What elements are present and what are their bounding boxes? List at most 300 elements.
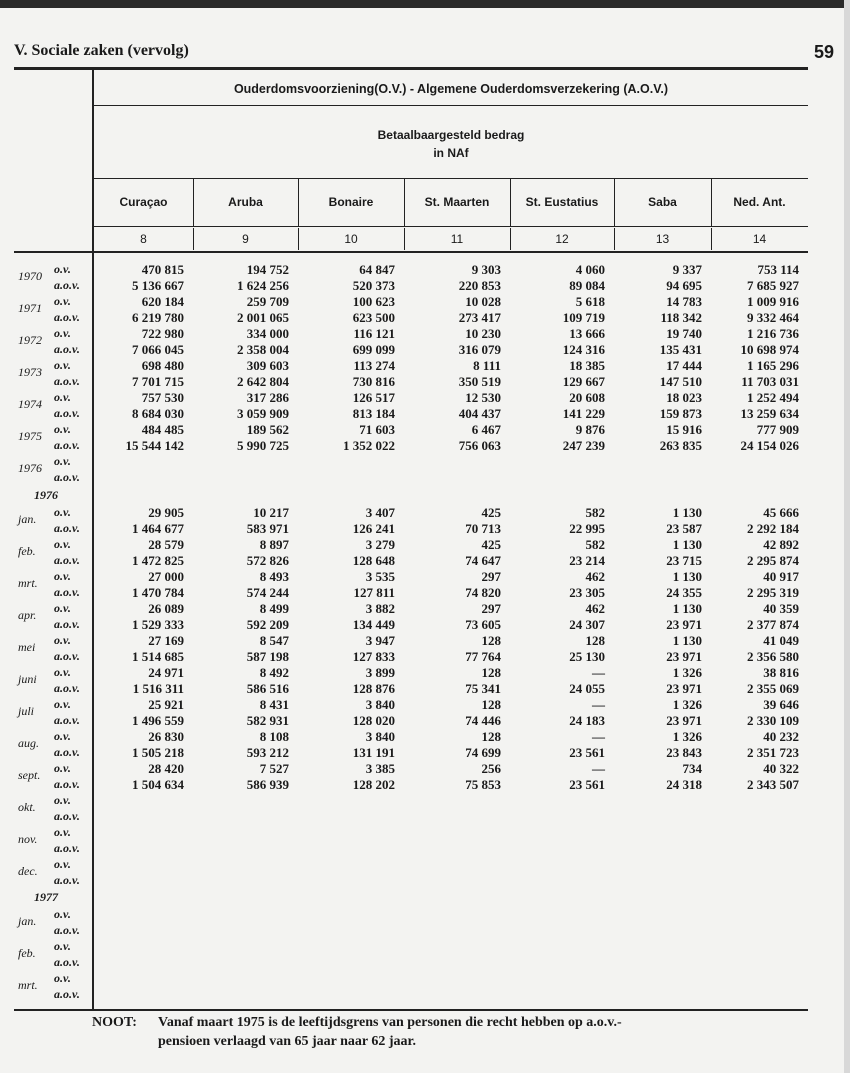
table-cell: 15 916 bbox=[666, 422, 702, 437]
row-label: 1971 bbox=[18, 301, 42, 315]
table-cell: 8 547 bbox=[259, 633, 289, 648]
row-type: o.v. bbox=[54, 262, 71, 276]
table-cell: 350 519 bbox=[458, 374, 501, 389]
table-cell: 64 847 bbox=[359, 262, 395, 277]
row-type: o.v. bbox=[54, 939, 71, 953]
table-cell: 127 811 bbox=[353, 585, 395, 600]
table-cell: 4 060 bbox=[575, 262, 605, 277]
row-label: 1974 bbox=[18, 397, 42, 411]
table-cell: 574 244 bbox=[246, 585, 289, 600]
row-label: 1970 bbox=[18, 269, 42, 283]
table-cell: 40 917 bbox=[763, 569, 799, 584]
row-type: a.o.v. bbox=[54, 987, 80, 1001]
table-cell: 25 130 bbox=[569, 649, 605, 664]
table-cell: 520 373 bbox=[352, 278, 395, 293]
table-cell: 593 212 bbox=[246, 745, 289, 760]
table-cell: 734 bbox=[682, 761, 702, 776]
table-cell: 2 295 319 bbox=[747, 585, 799, 600]
table-cell: 128 648 bbox=[352, 553, 395, 568]
row-type: o.v. bbox=[54, 505, 71, 519]
note-line-1: Vanaf maart 1975 is de leeftijdsgrens van personen die recht hebben op a.o.v.- bbox=[158, 1015, 622, 1030]
table-cell: 8 493 bbox=[259, 569, 289, 584]
table-cell: 2 330 109 bbox=[747, 713, 799, 728]
table-cell: 128 bbox=[585, 633, 605, 648]
row-label: 1972 bbox=[18, 333, 42, 347]
table-cell: 1 529 333 bbox=[132, 617, 184, 632]
row-label: sept. bbox=[18, 768, 41, 782]
table-cell: 89 084 bbox=[569, 278, 605, 293]
table-cell: 1 130 bbox=[672, 601, 702, 616]
table-cell: 128 bbox=[481, 665, 501, 680]
row-type: a.o.v. bbox=[54, 955, 80, 969]
row-type: a.o.v. bbox=[54, 809, 80, 823]
row-type: a.o.v. bbox=[54, 406, 80, 420]
table-cell: 23 971 bbox=[666, 681, 702, 696]
column-header: Bonaire bbox=[328, 195, 374, 209]
table-cell: 698 480 bbox=[141, 358, 184, 373]
table-cell: 18 023 bbox=[666, 390, 702, 405]
section-heading: V. Sociale zaken (vervolg) bbox=[14, 42, 189, 59]
row-type: a.o.v. bbox=[54, 777, 80, 791]
table-cell: 425 bbox=[481, 537, 501, 552]
table-cell: 583 971 bbox=[246, 521, 289, 536]
row-type: o.v. bbox=[54, 729, 71, 743]
table-cell: 470 815 bbox=[141, 262, 184, 277]
table-cell: 70 713 bbox=[465, 521, 501, 536]
row-type: a.o.v. bbox=[54, 745, 80, 759]
table-cell: 113 274 bbox=[353, 358, 395, 373]
table-cell: 10 698 974 bbox=[740, 342, 799, 357]
row-type: a.o.v. bbox=[54, 342, 80, 356]
row-label: 1976 bbox=[18, 461, 42, 475]
row-type: o.v. bbox=[54, 857, 71, 871]
table-cell: 159 873 bbox=[659, 406, 702, 421]
row-label: juni bbox=[18, 672, 37, 686]
table-cell: 38 816 bbox=[763, 665, 799, 680]
row-label: mei bbox=[18, 640, 36, 654]
table-cell: 3 947 bbox=[365, 633, 395, 648]
table-cell: 116 121 bbox=[353, 326, 395, 341]
table-cell: 256 bbox=[481, 761, 501, 776]
table-cell: 3 535 bbox=[365, 569, 395, 584]
table-cell: 17 444 bbox=[666, 358, 702, 373]
table-cell: 273 417 bbox=[458, 310, 501, 325]
table-cell: 40 232 bbox=[763, 729, 799, 744]
table-cell: 1 165 296 bbox=[747, 358, 799, 373]
table-cell: 28 420 bbox=[148, 761, 184, 776]
table-cell: 23 971 bbox=[666, 617, 702, 632]
table-cell: 14 783 bbox=[666, 294, 702, 309]
table-cell: 1 624 256 bbox=[237, 278, 289, 293]
table-cell: 3 407 bbox=[365, 505, 395, 520]
column-number: 13 bbox=[655, 232, 670, 246]
table-cell: — bbox=[592, 665, 605, 680]
table-cell: 118 342 bbox=[660, 310, 702, 325]
table-cell: 77 764 bbox=[465, 649, 501, 664]
table-cell: 22 995 bbox=[569, 521, 605, 536]
row-type: o.v. bbox=[54, 971, 71, 985]
column-header: Curaçao bbox=[119, 195, 168, 209]
table-cell: 2 358 004 bbox=[237, 342, 289, 357]
table-cell: 75 341 bbox=[465, 681, 501, 696]
row-label: 1975 bbox=[18, 429, 42, 443]
table-cell: 1 216 736 bbox=[747, 326, 799, 341]
table-cell: 23 715 bbox=[666, 553, 702, 568]
column-number: 12 bbox=[555, 232, 569, 246]
table-cell: 128 876 bbox=[352, 681, 395, 696]
table-cell: 10 217 bbox=[253, 505, 289, 520]
table-cell: 297 bbox=[481, 569, 501, 584]
row-type: a.o.v. bbox=[54, 873, 80, 887]
table-cell: 25 921 bbox=[148, 697, 184, 712]
note-label: NOOT: bbox=[92, 1015, 137, 1030]
table-cell: 94 695 bbox=[666, 278, 702, 293]
table-cell: 74 699 bbox=[465, 745, 501, 760]
table-cell: 29 905 bbox=[148, 505, 184, 520]
table-cell: 23 561 bbox=[569, 777, 605, 792]
table-cell: 5 990 725 bbox=[237, 438, 289, 453]
table-cell: 6 467 bbox=[471, 422, 501, 437]
row-type: a.o.v. bbox=[54, 374, 80, 388]
row-type: o.v. bbox=[54, 697, 71, 711]
table-cell: 586 939 bbox=[246, 777, 289, 792]
table-cell: 124 316 bbox=[562, 342, 605, 357]
row-type: o.v. bbox=[54, 390, 71, 404]
table-cell: 189 562 bbox=[246, 422, 289, 437]
column-number: 8 bbox=[140, 232, 147, 246]
table-title: Ouderdomsvoorziening(O.V.) - Algemene Ouderdomsverzekering (A.O.V.) bbox=[233, 82, 669, 96]
row-type: o.v. bbox=[54, 907, 71, 921]
table-cell: 27 000 bbox=[148, 569, 184, 584]
table-cell: 2 292 184 bbox=[747, 521, 799, 536]
table-cell: 1 130 bbox=[672, 569, 702, 584]
row-label: jan. bbox=[18, 914, 37, 928]
table-cell: 2 351 723 bbox=[747, 745, 799, 760]
table-cell: 582 931 bbox=[246, 713, 289, 728]
table-cell: 699 099 bbox=[352, 342, 395, 357]
table-cell: 425 bbox=[481, 505, 501, 520]
table-cell: 3 059 909 bbox=[237, 406, 289, 421]
table-cell: 2 001 065 bbox=[237, 310, 289, 325]
table-cell: 259 709 bbox=[246, 294, 289, 309]
table-cell: 8 492 bbox=[259, 665, 289, 680]
row-type: o.v. bbox=[54, 793, 71, 807]
column-header: St. Eustatius bbox=[525, 195, 599, 209]
table-cell: 23 587 bbox=[666, 521, 702, 536]
table-cell: 1 326 bbox=[672, 697, 702, 712]
table-cell: 3 899 bbox=[365, 665, 395, 680]
scan-edge bbox=[0, 0, 850, 8]
row-label: jan. bbox=[18, 512, 37, 526]
table-cell: 5 136 667 bbox=[132, 278, 184, 293]
table-cell: 74 647 bbox=[465, 553, 501, 568]
column-number: 14 bbox=[752, 232, 767, 246]
table-cell: 18 385 bbox=[569, 358, 605, 373]
row-type: o.v. bbox=[54, 761, 71, 775]
row-label: 1973 bbox=[18, 365, 42, 379]
table-cell: 8 431 bbox=[259, 697, 289, 712]
table-cell: 23 843 bbox=[666, 745, 702, 760]
table-cell: 1 326 bbox=[672, 729, 702, 744]
table-cell: 582 bbox=[585, 537, 605, 552]
row-label: dec. bbox=[18, 864, 38, 878]
row-type: o.v. bbox=[54, 326, 71, 340]
table-cell: 2 377 874 bbox=[747, 617, 799, 632]
row-type: a.o.v. bbox=[54, 841, 80, 855]
table-cell: 128 202 bbox=[352, 777, 395, 792]
table-cell: 309 603 bbox=[246, 358, 289, 373]
table-cell: 135 431 bbox=[659, 342, 702, 357]
row-type: o.v. bbox=[54, 294, 71, 308]
table-cell: 8 897 bbox=[259, 537, 289, 552]
table-cell: 1 130 bbox=[672, 537, 702, 552]
table-cell: 9 303 bbox=[471, 262, 501, 277]
table-cell: 127 833 bbox=[352, 649, 395, 664]
row-label: mrt. bbox=[18, 576, 38, 590]
row-type: a.o.v. bbox=[54, 470, 80, 484]
table-cell: 27 169 bbox=[148, 633, 184, 648]
column-header: Ned. Ant. bbox=[733, 195, 786, 209]
rule bbox=[94, 105, 808, 106]
table-cell: 2 356 580 bbox=[747, 649, 799, 664]
table-cell: 15 544 142 bbox=[125, 438, 184, 453]
table-cell: 24 355 bbox=[666, 585, 702, 600]
row-type: a.o.v. bbox=[54, 713, 80, 727]
table-cell: 24 307 bbox=[569, 617, 605, 632]
row-type: o.v. bbox=[54, 665, 71, 679]
table-cell: 334 000 bbox=[246, 326, 289, 341]
table-cell: 42 892 bbox=[763, 537, 799, 552]
table-cell: — bbox=[592, 729, 605, 744]
row-type: o.v. bbox=[54, 454, 71, 468]
row-type: a.o.v. bbox=[54, 585, 80, 599]
table-cell: 3 840 bbox=[365, 697, 395, 712]
table-cell: 23 305 bbox=[569, 585, 605, 600]
table-cell: 1 472 825 bbox=[132, 553, 184, 568]
table-cell: 484 485 bbox=[141, 422, 184, 437]
table-cell: 1 130 bbox=[672, 505, 702, 520]
row-label: juli bbox=[18, 704, 35, 718]
table-cell: 1 470 784 bbox=[132, 585, 184, 600]
table-cell: 24 055 bbox=[569, 681, 605, 696]
row-type: a.o.v. bbox=[54, 681, 80, 695]
table-cell: 19 740 bbox=[666, 326, 702, 341]
table-cell: 586 516 bbox=[246, 681, 289, 696]
table-cell: 1 496 559 bbox=[132, 713, 184, 728]
table-cell: — bbox=[592, 697, 605, 712]
column-header: Aruba bbox=[228, 195, 263, 209]
table-cell: — bbox=[592, 761, 605, 776]
table-cell: 462 bbox=[585, 569, 605, 584]
table-cell: 2 355 069 bbox=[747, 681, 799, 696]
header-bottom-rule bbox=[14, 251, 808, 253]
table-cell: 10 028 bbox=[465, 294, 501, 309]
row-type: o.v. bbox=[54, 422, 71, 436]
table-cell: 23 971 bbox=[666, 713, 702, 728]
table-cell: 404 437 bbox=[458, 406, 501, 421]
table-cell: 263 835 bbox=[659, 438, 702, 453]
table-cell: 26 089 bbox=[148, 601, 184, 616]
table-cell: 623 500 bbox=[352, 310, 395, 325]
row-type: o.v. bbox=[54, 633, 71, 647]
table-cell: 7 701 715 bbox=[132, 374, 184, 389]
table-cell: 757 530 bbox=[141, 390, 184, 405]
header-rule bbox=[14, 67, 808, 70]
table-cell: 572 826 bbox=[246, 553, 289, 568]
row-label: feb. bbox=[18, 544, 36, 558]
table-cell: 128 bbox=[481, 633, 501, 648]
column-number: 10 bbox=[344, 232, 358, 246]
year-heading: 1977 bbox=[34, 890, 58, 904]
table-cell: 194 752 bbox=[246, 262, 289, 277]
row-type: o.v. bbox=[54, 825, 71, 839]
row-type: o.v. bbox=[54, 569, 71, 583]
column-header: Saba bbox=[648, 195, 677, 209]
table-cell: 813 184 bbox=[352, 406, 395, 421]
table-cell: 6 219 780 bbox=[132, 310, 184, 325]
table-cell: 71 603 bbox=[359, 422, 395, 437]
table-cell: 74 446 bbox=[465, 713, 501, 728]
table-cell: 7 527 bbox=[259, 761, 289, 776]
table-cell: 39 646 bbox=[763, 697, 799, 712]
table-subtitle: Betaalbaargesteld bedrag bbox=[377, 128, 525, 142]
rule bbox=[94, 178, 808, 179]
row-label: okt. bbox=[18, 800, 36, 814]
table-cell: 620 184 bbox=[141, 294, 184, 309]
table-cell: 23 971 bbox=[666, 649, 702, 664]
table-cell: 462 bbox=[585, 601, 605, 616]
table-cell: 23 561 bbox=[569, 745, 605, 760]
table-cell: 756 063 bbox=[458, 438, 501, 453]
table-cell: 109 719 bbox=[562, 310, 605, 325]
table-cell: 5 618 bbox=[575, 294, 605, 309]
table-cell: 24 154 026 bbox=[740, 438, 799, 453]
table-cell: 129 667 bbox=[562, 374, 605, 389]
table-cell: 8 108 bbox=[259, 729, 289, 744]
row-type: o.v. bbox=[54, 537, 71, 551]
table-cell: 8 111 bbox=[473, 358, 501, 373]
stub-divider bbox=[92, 70, 94, 1010]
note-line-2: pensioen verlaagd van 65 jaar naar 62 jaar. bbox=[158, 1034, 416, 1049]
table-cell: 297 bbox=[481, 601, 501, 616]
table-cell: 3 882 bbox=[365, 601, 395, 616]
table-cell: 126 517 bbox=[352, 390, 395, 405]
table-cell: 1 130 bbox=[672, 633, 702, 648]
table-cell: 587 198 bbox=[246, 649, 289, 664]
table-cell: 722 980 bbox=[141, 326, 184, 341]
table-cell: 2 343 507 bbox=[747, 777, 799, 792]
table-cell: 1 516 311 bbox=[132, 681, 184, 696]
table-cell: 40 322 bbox=[763, 761, 799, 776]
row-type: o.v. bbox=[54, 358, 71, 372]
row-label: mrt. bbox=[18, 978, 38, 992]
table-cell: 247 239 bbox=[562, 438, 605, 453]
table-cell: 41 049 bbox=[763, 633, 799, 648]
table-cell: 317 286 bbox=[246, 390, 289, 405]
table-cell: 134 449 bbox=[352, 617, 395, 632]
table-cell: 316 079 bbox=[458, 342, 501, 357]
table-cell: 7 685 927 bbox=[747, 278, 799, 293]
row-type: a.o.v. bbox=[54, 553, 80, 567]
row-type: a.o.v. bbox=[54, 438, 80, 452]
table-cell: 13 666 bbox=[569, 326, 605, 341]
table-cell: 2 295 874 bbox=[747, 553, 799, 568]
table-cell: 777 909 bbox=[756, 422, 799, 437]
table-cell: 1 514 685 bbox=[132, 649, 184, 664]
table-cell: 20 608 bbox=[569, 390, 605, 405]
table-cell: 128 020 bbox=[352, 713, 395, 728]
table-cell: 128 bbox=[481, 697, 501, 712]
table-cell: 131 191 bbox=[352, 745, 395, 760]
table-cell: 1 464 677 bbox=[132, 521, 184, 536]
row-type: a.o.v. bbox=[54, 521, 80, 535]
table-cell: 1 009 916 bbox=[747, 294, 799, 309]
row-label: feb. bbox=[18, 946, 36, 960]
table-cell: 128 bbox=[481, 729, 501, 744]
row-type: a.o.v. bbox=[54, 310, 80, 324]
table-cell: 730 816 bbox=[352, 374, 395, 389]
table-cell: 592 209 bbox=[246, 617, 289, 632]
row-label: nov. bbox=[18, 832, 38, 846]
table-cell: 8 684 030 bbox=[132, 406, 184, 421]
table-cell: 147 510 bbox=[659, 374, 702, 389]
table-cell: 582 bbox=[585, 505, 605, 520]
table-cell: 9 876 bbox=[575, 422, 605, 437]
table-cell: 75 853 bbox=[465, 777, 501, 792]
row-type: a.o.v. bbox=[54, 617, 80, 631]
table-cell: 23 214 bbox=[569, 553, 605, 568]
table-cell: 26 830 bbox=[148, 729, 184, 744]
table-cell: 24 318 bbox=[666, 777, 702, 792]
table-cell: 24 971 bbox=[148, 665, 184, 680]
table-cell: 74 820 bbox=[465, 585, 501, 600]
table-cell: 40 359 bbox=[763, 601, 799, 616]
table-cell: 7 066 045 bbox=[132, 342, 184, 357]
table-cell: 2 642 804 bbox=[237, 374, 289, 389]
table-cell: 1 252 494 bbox=[747, 390, 799, 405]
table-cell: 3 385 bbox=[365, 761, 395, 776]
table-subtitle-unit: in NAf bbox=[433, 146, 469, 160]
table-cell: 141 229 bbox=[562, 406, 605, 421]
row-label: aug. bbox=[18, 736, 39, 750]
column-header: St. Maarten bbox=[424, 195, 490, 209]
table-cell: 10 230 bbox=[465, 326, 501, 341]
table-cell: 73 605 bbox=[465, 617, 501, 632]
table-cell: 9 337 bbox=[672, 262, 702, 277]
table-cell: 126 241 bbox=[352, 521, 395, 536]
table-cell: 220 853 bbox=[458, 278, 501, 293]
rule bbox=[94, 226, 808, 227]
scan-edge-right bbox=[844, 0, 850, 1073]
column-number: 9 bbox=[242, 232, 249, 246]
row-type: a.o.v. bbox=[54, 649, 80, 663]
table-cell: 3 840 bbox=[365, 729, 395, 744]
table-cell: 3 279 bbox=[365, 537, 395, 552]
row-type: o.v. bbox=[54, 601, 71, 615]
table-cell: 11 703 031 bbox=[741, 374, 799, 389]
year-heading: 1976 bbox=[34, 488, 58, 502]
table-cell: 12 530 bbox=[465, 390, 501, 405]
row-label: apr. bbox=[18, 608, 37, 622]
table-cell: 1 352 022 bbox=[343, 438, 395, 453]
page-number: 59 bbox=[813, 42, 834, 62]
table-cell: 1 504 634 bbox=[132, 777, 184, 792]
table-cell: 1 326 bbox=[672, 665, 702, 680]
table-cell: 8 499 bbox=[259, 601, 289, 616]
table-cell: 753 114 bbox=[757, 262, 799, 277]
table-cell: 100 623 bbox=[352, 294, 395, 309]
table-cell: 45 666 bbox=[763, 505, 799, 520]
